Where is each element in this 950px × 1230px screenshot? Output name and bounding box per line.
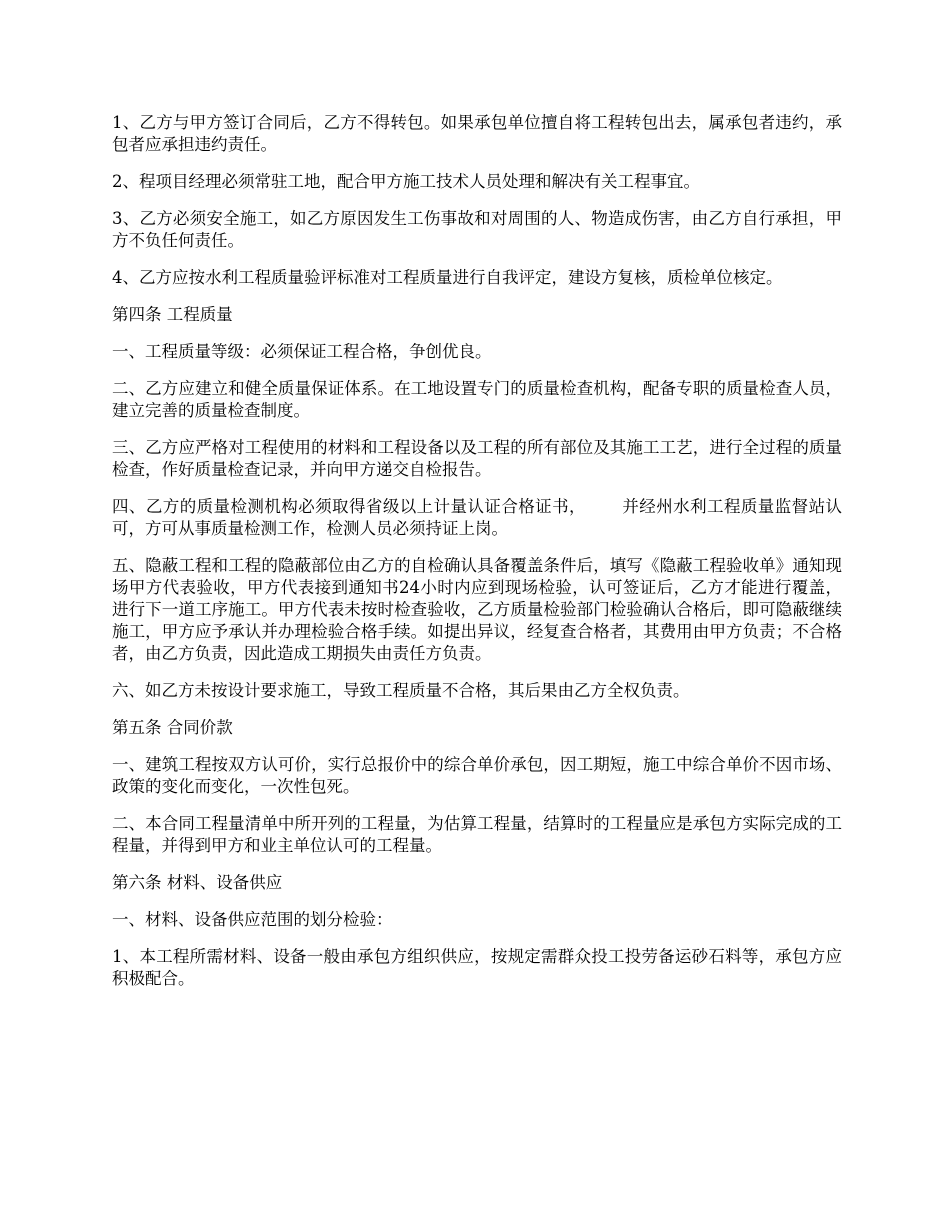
article-5-item-1: 一、建筑工程按双方认可价，实行总报价中的综合单价承包，因工期短，施工中综合单价不因市场、政策的变化而变化，一次性包死。 <box>112 755 842 796</box>
clause-2-project-manager: 2、程项目经理必须常驻工地，配合甲方施工技术人员处理和解决有关工程事宜。 <box>112 172 700 191</box>
document-page <box>112 112 842 1005</box>
article-4-item-2: 二、乙方应建立和健全质量保证体系。在工地设置专门的质量检查机构，配备专职的质量检查人员，建立完善的质量检查制度。 <box>112 379 842 420</box>
article-6-item-1: 一、材料、设备供应范围的划分检验： <box>112 910 393 929</box>
article-4-item-4 <box>112 496 842 540</box>
article-6-heading: 第六条 材料、设备供应 <box>112 873 283 892</box>
article-6-subitem-1: 1、本工程所需材料、设备一般由承包方组织供应，按规定需群众投工投劳备运砂石料等，承包方应积极配合。 <box>112 947 842 988</box>
article-4-item-4-part-b: 并经州水利工程质量监督站认可，方可从事质量检测工作，检测人员必须持证上岗。 <box>112 497 843 538</box>
clause-3-safety: 3、乙方必须安全施工，如乙方原因发生工伤事故和对周围的人、物造成伤害，由乙方自行承担，甲方不负任何责任。 <box>112 209 842 250</box>
article-4-item-1: 一、工程质量等级：必须保证工程合格，争创优良。 <box>112 342 492 361</box>
clause-4-quality-assessment: 4、乙方应按水利工程质量验评标准对工程质量进行自我评定，建设方复核，质检单位核定。 <box>112 268 783 287</box>
article-4-item-3: 三、乙方应严格对工程使用的材料和工程设备以及工程的所有部位及其施工工艺，进行全过程的质量检查，作好质量检查记录，并向甲方递交自检报告。 <box>112 438 842 479</box>
article-4-heading: 第四条 工程质量 <box>112 305 233 324</box>
clause-1-no-subcontract: 1、乙方与甲方签订合同后，乙方不得转包。如果承包单位擅自将工程转包出去，属承包者违约，承包者应承担违约责任。 <box>112 113 842 154</box>
article-4-item-6: 六、如乙方未按设计要求施工，导致工程质量不合格，其后果由乙方全权负责。 <box>112 681 690 700</box>
article-5-heading: 第五条 合同价款 <box>112 718 233 737</box>
article-4-item-5: 五、隐蔽工程和工程的隐蔽部位由乙方的自检确认具备覆盖条件后，填写《隐蔽工程验收单》通知现场甲方代表验收，甲方代表接到通知书24小时内应到现场检验，认可签证后，乙方才能进行覆盖，进行下一道工序施工。甲方代表未按时检查验收，乙方质量检验部门检验确认合格后，即可隐蔽继续施工，甲方应予承认并办理检验合格手续。如提出异议，经复查合格者，其费用由甲方负责；不合格者，由乙方负责，因此造成工期损失由责任方负责。 <box>112 556 842 663</box>
article-4-item-4-part-a: 四、乙方的质量检测机构必须取得省级以上计量认证合格证书， <box>112 497 586 516</box>
article-5-item-2: 二、本合同工程量清单中所开列的工程量，为估算工程量，结算时的工程量应是承包方实际完成的工程量，并得到甲方和业主单位认可的工程量。 <box>112 814 842 855</box>
